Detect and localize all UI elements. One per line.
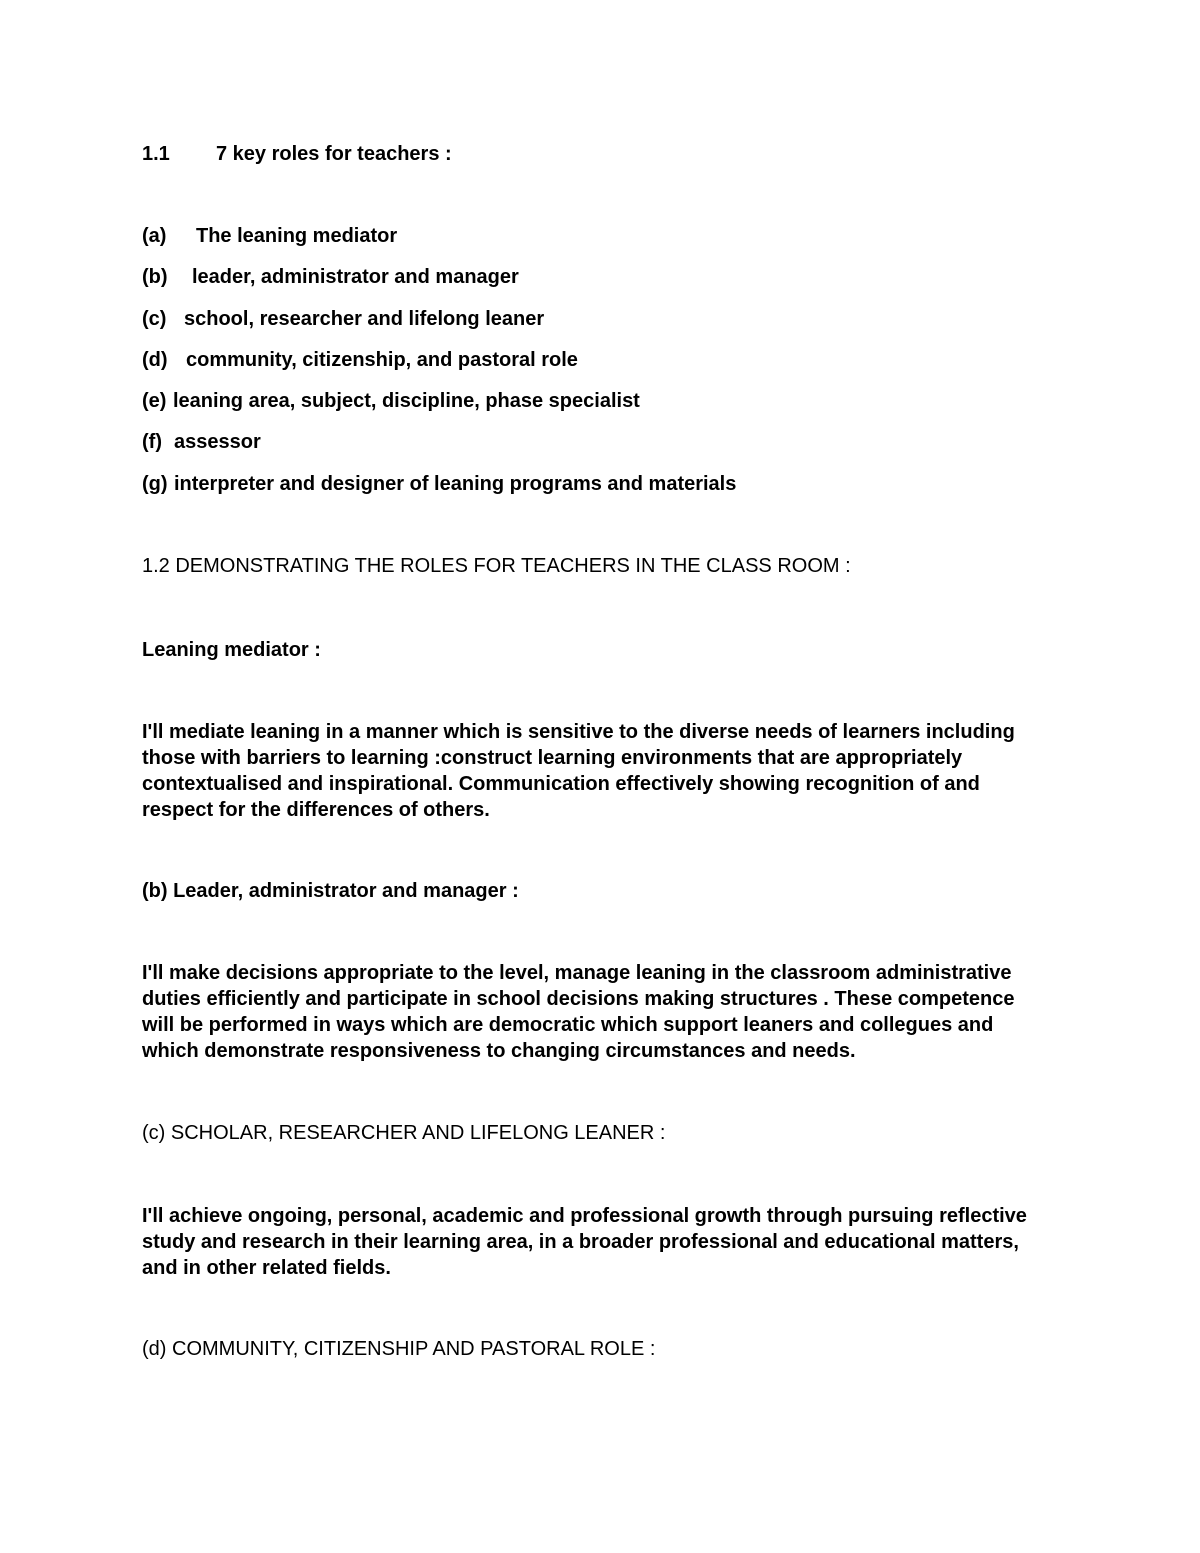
role-body: I'll make decisions appropriate to the level, manage leaning in the classroom administrative duties efficiently and participate in school decisions making structures . These competence will be performed in ways which are democratic which support leaners and collegues and which demonstrate responsiveness to changing circumstances and needs. bbox=[142, 962, 1015, 1062]
list-item-label: (c) bbox=[142, 308, 167, 330]
role-heading: (d) COMMUNITY, CITIZENSHIP AND PASTORAL ROLE : bbox=[142, 1338, 656, 1360]
list-item bbox=[142, 347, 578, 373]
list-item-text: The leaning mediator bbox=[196, 225, 398, 247]
list-item-text: leader, administrator and manager bbox=[192, 266, 519, 288]
list-item-text: interpreter and designer of leaning programs and materials bbox=[174, 473, 737, 495]
list-item-label: (a) bbox=[142, 225, 167, 247]
list-item-label: (f) bbox=[142, 431, 162, 453]
section-1-2-heading: 1.2 DEMONSTRATING THE ROLES FOR TEACHERS IN THE CLASS ROOM : bbox=[142, 555, 851, 577]
section-title: 7 key roles for teachers : bbox=[216, 143, 452, 165]
list-item-label: (g) bbox=[142, 473, 168, 495]
role-heading: (b) Leader, administrator and manager : bbox=[142, 880, 519, 902]
list-item-text: leaning area, subject, discipline, phase specialist bbox=[173, 390, 640, 412]
list-item bbox=[142, 306, 544, 332]
list-item-label: (e) bbox=[142, 390, 167, 412]
role-heading: (c) SCHOLAR, RESEARCHER AND LIFELONG LEANER : bbox=[142, 1122, 666, 1144]
list-item-label: (d) bbox=[142, 349, 168, 371]
list-item-text: assessor bbox=[174, 431, 261, 453]
list-item bbox=[142, 471, 736, 497]
role-heading: Leaning mediator : bbox=[142, 639, 321, 661]
list-item-text: community, citizenship, and pastoral role bbox=[186, 349, 578, 371]
list-item bbox=[142, 223, 397, 249]
list-item bbox=[142, 429, 261, 455]
list-item-text: school, researcher and lifelong leaner bbox=[184, 308, 545, 330]
section-1-1-heading bbox=[142, 141, 452, 167]
list-item bbox=[142, 264, 519, 290]
list-item-label: (b) bbox=[142, 266, 168, 288]
role-body: I'll mediate leaning in a manner which is sensitive to the diverse needs of learners including those with barriers to learning :construct learning environments that are appropriately contextualised and inspirational. Communication effectively showing recognition of and respect for the differences of others. bbox=[142, 721, 1015, 821]
section-number: 1.1 bbox=[142, 143, 170, 165]
list-item bbox=[142, 388, 640, 414]
role-body: I'll achieve ongoing, personal, academic and professional growth through pursuing reflective study and research in their learning area, in a broader professional and educational matters, and in other related fields. bbox=[142, 1205, 1027, 1279]
